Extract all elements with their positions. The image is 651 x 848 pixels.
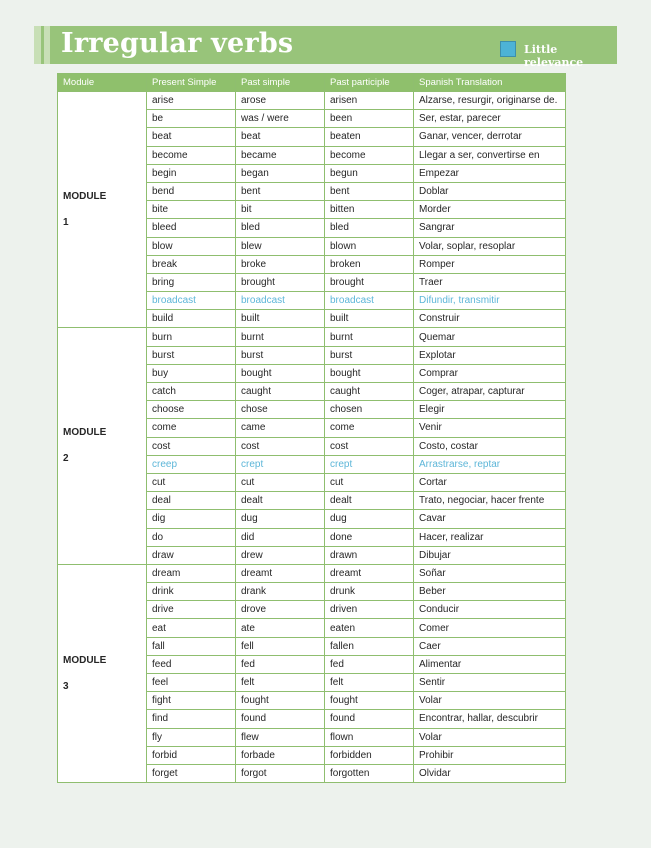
spanish-translation-cell: Conducir (414, 601, 566, 619)
past-simple-cell: bought (236, 364, 325, 382)
present-simple-cell: cut (147, 473, 236, 491)
spanish-translation-cell: Doblar (414, 182, 566, 200)
past-simple-cell: drew (236, 546, 325, 564)
present-simple-cell: bend (147, 182, 236, 200)
past-simple-cell: cost (236, 437, 325, 455)
past-simple-cell: crept (236, 455, 325, 473)
present-simple-cell: forget (147, 764, 236, 782)
spanish-translation-cell: Comprar (414, 364, 566, 382)
legend-swatch-icon (500, 41, 516, 57)
present-simple-cell: drink (147, 583, 236, 601)
spanish-translation-cell: Explotar (414, 346, 566, 364)
past-simple-cell: arose (236, 92, 325, 110)
past-participle-cell: burnt (325, 328, 414, 346)
module-label-number: 1 (63, 216, 69, 228)
past-participle-cell: blown (325, 237, 414, 255)
present-simple-cell: feed (147, 655, 236, 673)
column-header-past-participle: Past participle (325, 74, 414, 92)
present-simple-cell: bleed (147, 219, 236, 237)
past-participle-cell: burst (325, 346, 414, 364)
past-simple-cell: dreamt (236, 564, 325, 582)
spanish-translation-cell: Trato, negociar, hacer frente (414, 492, 566, 510)
past-simple-cell: came (236, 419, 325, 437)
past-participle-cell: drawn (325, 546, 414, 564)
past-participle-cell: come (325, 419, 414, 437)
module-label (58, 564, 147, 782)
present-simple-cell: broadcast (147, 292, 236, 310)
spanish-translation-cell: Hacer, realizar (414, 528, 566, 546)
past-participle-cell: forgotten (325, 764, 414, 782)
spanish-translation-cell: Llegar a ser, convertirse en (414, 146, 566, 164)
present-simple-cell: choose (147, 401, 236, 419)
banner-accent-stripe (44, 26, 50, 64)
spanish-translation-cell: Morder (414, 201, 566, 219)
table-row (58, 328, 566, 346)
present-simple-cell: catch (147, 383, 236, 401)
past-participle-cell: fed (325, 655, 414, 673)
present-simple-cell: break (147, 255, 236, 273)
past-participle-cell: driven (325, 601, 414, 619)
present-simple-cell: begin (147, 164, 236, 182)
present-simple-cell: burn (147, 328, 236, 346)
present-simple-cell: bring (147, 273, 236, 291)
table-header-row (58, 74, 566, 92)
module-label-word: MODULE (63, 427, 107, 439)
past-participle-cell: begun (325, 164, 414, 182)
spanish-translation-cell: Comer (414, 619, 566, 637)
title-banner (34, 26, 617, 69)
present-simple-cell: fly (147, 728, 236, 746)
past-participle-cell: drunk (325, 583, 414, 601)
past-simple-cell: cut (236, 473, 325, 491)
module-label (58, 92, 147, 328)
spanish-translation-cell: Romper (414, 255, 566, 273)
past-simple-cell: found (236, 710, 325, 728)
module-label-number: 3 (63, 680, 69, 692)
spanish-translation-cell: Beber (414, 583, 566, 601)
past-participle-cell: built (325, 310, 414, 328)
past-simple-cell: forgot (236, 764, 325, 782)
present-simple-cell: become (147, 146, 236, 164)
present-simple-cell: creep (147, 455, 236, 473)
past-participle-cell: broken (325, 255, 414, 273)
spanish-translation-cell: Dibujar (414, 546, 566, 564)
past-simple-cell: flew (236, 728, 325, 746)
past-simple-cell: caught (236, 383, 325, 401)
spanish-translation-cell: Coger, atrapar, capturar (414, 383, 566, 401)
module-label-number: 2 (63, 453, 69, 465)
column-header-spanish-translation: Spanish Translation (414, 74, 566, 92)
past-simple-cell: chose (236, 401, 325, 419)
spanish-translation-cell: Alzarse, resurgir, originarse de. (414, 92, 566, 110)
past-participle-cell: bought (325, 364, 414, 382)
present-simple-cell: draw (147, 546, 236, 564)
present-simple-cell: find (147, 710, 236, 728)
past-participle-cell: chosen (325, 401, 414, 419)
past-simple-cell: felt (236, 674, 325, 692)
past-simple-cell: beat (236, 128, 325, 146)
past-participle-cell: bitten (325, 201, 414, 219)
table-body (58, 92, 566, 783)
past-participle-cell: caught (325, 383, 414, 401)
banner-accent-stripe (34, 26, 41, 64)
past-participle-cell: fought (325, 692, 414, 710)
column-header-module: Module (58, 74, 147, 92)
past-simple-cell: became (236, 146, 325, 164)
past-participle-cell: been (325, 110, 414, 128)
past-simple-cell: broke (236, 255, 325, 273)
spanish-translation-cell: Alimentar (414, 655, 566, 673)
spanish-translation-cell: Empezar (414, 164, 566, 182)
present-simple-cell: deal (147, 492, 236, 510)
past-simple-cell: did (236, 528, 325, 546)
past-participle-cell: eaten (325, 619, 414, 637)
spanish-translation-cell: Volar (414, 728, 566, 746)
past-participle-cell: brought (325, 273, 414, 291)
past-simple-cell: drank (236, 583, 325, 601)
present-simple-cell: be (147, 110, 236, 128)
past-participle-cell: cut (325, 473, 414, 491)
past-participle-cell: cost (325, 437, 414, 455)
past-participle-cell: done (325, 528, 414, 546)
module-label (58, 328, 147, 564)
spanish-translation-cell: Arrastrarse, reptar (414, 455, 566, 473)
spanish-translation-cell: Cavar (414, 510, 566, 528)
past-participle-cell: beaten (325, 128, 414, 146)
spanish-translation-cell: Olvidar (414, 764, 566, 782)
present-simple-cell: arise (147, 92, 236, 110)
present-simple-cell: build (147, 310, 236, 328)
spanish-translation-cell: Traer (414, 273, 566, 291)
past-participle-cell: become (325, 146, 414, 164)
past-participle-cell: dealt (325, 492, 414, 510)
past-participle-cell: dreamt (325, 564, 414, 582)
past-simple-cell: built (236, 310, 325, 328)
past-simple-cell: burnt (236, 328, 325, 346)
present-simple-cell: come (147, 419, 236, 437)
column-header-past-simple: Past simple (236, 74, 325, 92)
spanish-translation-cell: Venir (414, 419, 566, 437)
past-simple-cell: bled (236, 219, 325, 237)
present-simple-cell: feel (147, 674, 236, 692)
past-participle-cell: arisen (325, 92, 414, 110)
table-row (58, 92, 566, 110)
past-simple-cell: broadcast (236, 292, 325, 310)
present-simple-cell: beat (147, 128, 236, 146)
past-simple-cell: was / were (236, 110, 325, 128)
past-simple-cell: bent (236, 182, 325, 200)
present-simple-cell: bite (147, 201, 236, 219)
present-simple-cell: forbid (147, 746, 236, 764)
past-participle-cell: found (325, 710, 414, 728)
spanish-translation-cell: Encontrar, hallar, descubrir (414, 710, 566, 728)
spanish-translation-cell: Construir (414, 310, 566, 328)
spanish-translation-cell: Soñar (414, 564, 566, 582)
past-participle-cell: crept (325, 455, 414, 473)
past-simple-cell: blew (236, 237, 325, 255)
spanish-translation-cell: Sentir (414, 674, 566, 692)
past-simple-cell: drove (236, 601, 325, 619)
present-simple-cell: do (147, 528, 236, 546)
spanish-translation-cell: Volar (414, 692, 566, 710)
past-simple-cell: brought (236, 273, 325, 291)
past-participle-cell: broadcast (325, 292, 414, 310)
past-simple-cell: fed (236, 655, 325, 673)
spanish-translation-cell: Difundir, transmitir (414, 292, 566, 310)
past-participle-cell: fallen (325, 637, 414, 655)
present-simple-cell: dream (147, 564, 236, 582)
irregular-verbs-table (57, 73, 566, 783)
past-simple-cell: dealt (236, 492, 325, 510)
past-simple-cell: began (236, 164, 325, 182)
past-participle-cell: flown (325, 728, 414, 746)
present-simple-cell: burst (147, 346, 236, 364)
past-simple-cell: burst (236, 346, 325, 364)
spanish-translation-cell: Ser, estar, parecer (414, 110, 566, 128)
spanish-translation-cell: Costo, costar (414, 437, 566, 455)
present-simple-cell: eat (147, 619, 236, 637)
past-simple-cell: forbade (236, 746, 325, 764)
past-simple-cell: bit (236, 201, 325, 219)
column-header-present-simple: Present Simple (147, 74, 236, 92)
module-label-word: MODULE (63, 654, 107, 666)
past-simple-cell: dug (236, 510, 325, 528)
present-simple-cell: drive (147, 601, 236, 619)
past-participle-cell: bled (325, 219, 414, 237)
past-participle-cell: dug (325, 510, 414, 528)
spanish-translation-cell: Volar, soplar, resoplar (414, 237, 566, 255)
spanish-translation-cell: Caer (414, 637, 566, 655)
present-simple-cell: cost (147, 437, 236, 455)
present-simple-cell: buy (147, 364, 236, 382)
legend-label: Little relevance (524, 43, 584, 69)
present-simple-cell: blow (147, 237, 236, 255)
present-simple-cell: fight (147, 692, 236, 710)
present-simple-cell: dig (147, 510, 236, 528)
past-participle-cell: felt (325, 674, 414, 692)
spanish-translation-cell: Sangrar (414, 219, 566, 237)
module-label-word: MODULE (63, 190, 107, 202)
spanish-translation-cell: Ganar, vencer, derrotar (414, 128, 566, 146)
past-participle-cell: forbidden (325, 746, 414, 764)
spanish-translation-cell: Quemar (414, 328, 566, 346)
past-simple-cell: fought (236, 692, 325, 710)
past-participle-cell: bent (325, 182, 414, 200)
past-simple-cell: fell (236, 637, 325, 655)
spanish-translation-cell: Elegir (414, 401, 566, 419)
page-title: Irregular verbs (61, 28, 294, 59)
spanish-translation-cell: Prohibir (414, 746, 566, 764)
spanish-translation-cell: Cortar (414, 473, 566, 491)
table-row (58, 564, 566, 582)
present-simple-cell: fall (147, 637, 236, 655)
past-simple-cell: ate (236, 619, 325, 637)
